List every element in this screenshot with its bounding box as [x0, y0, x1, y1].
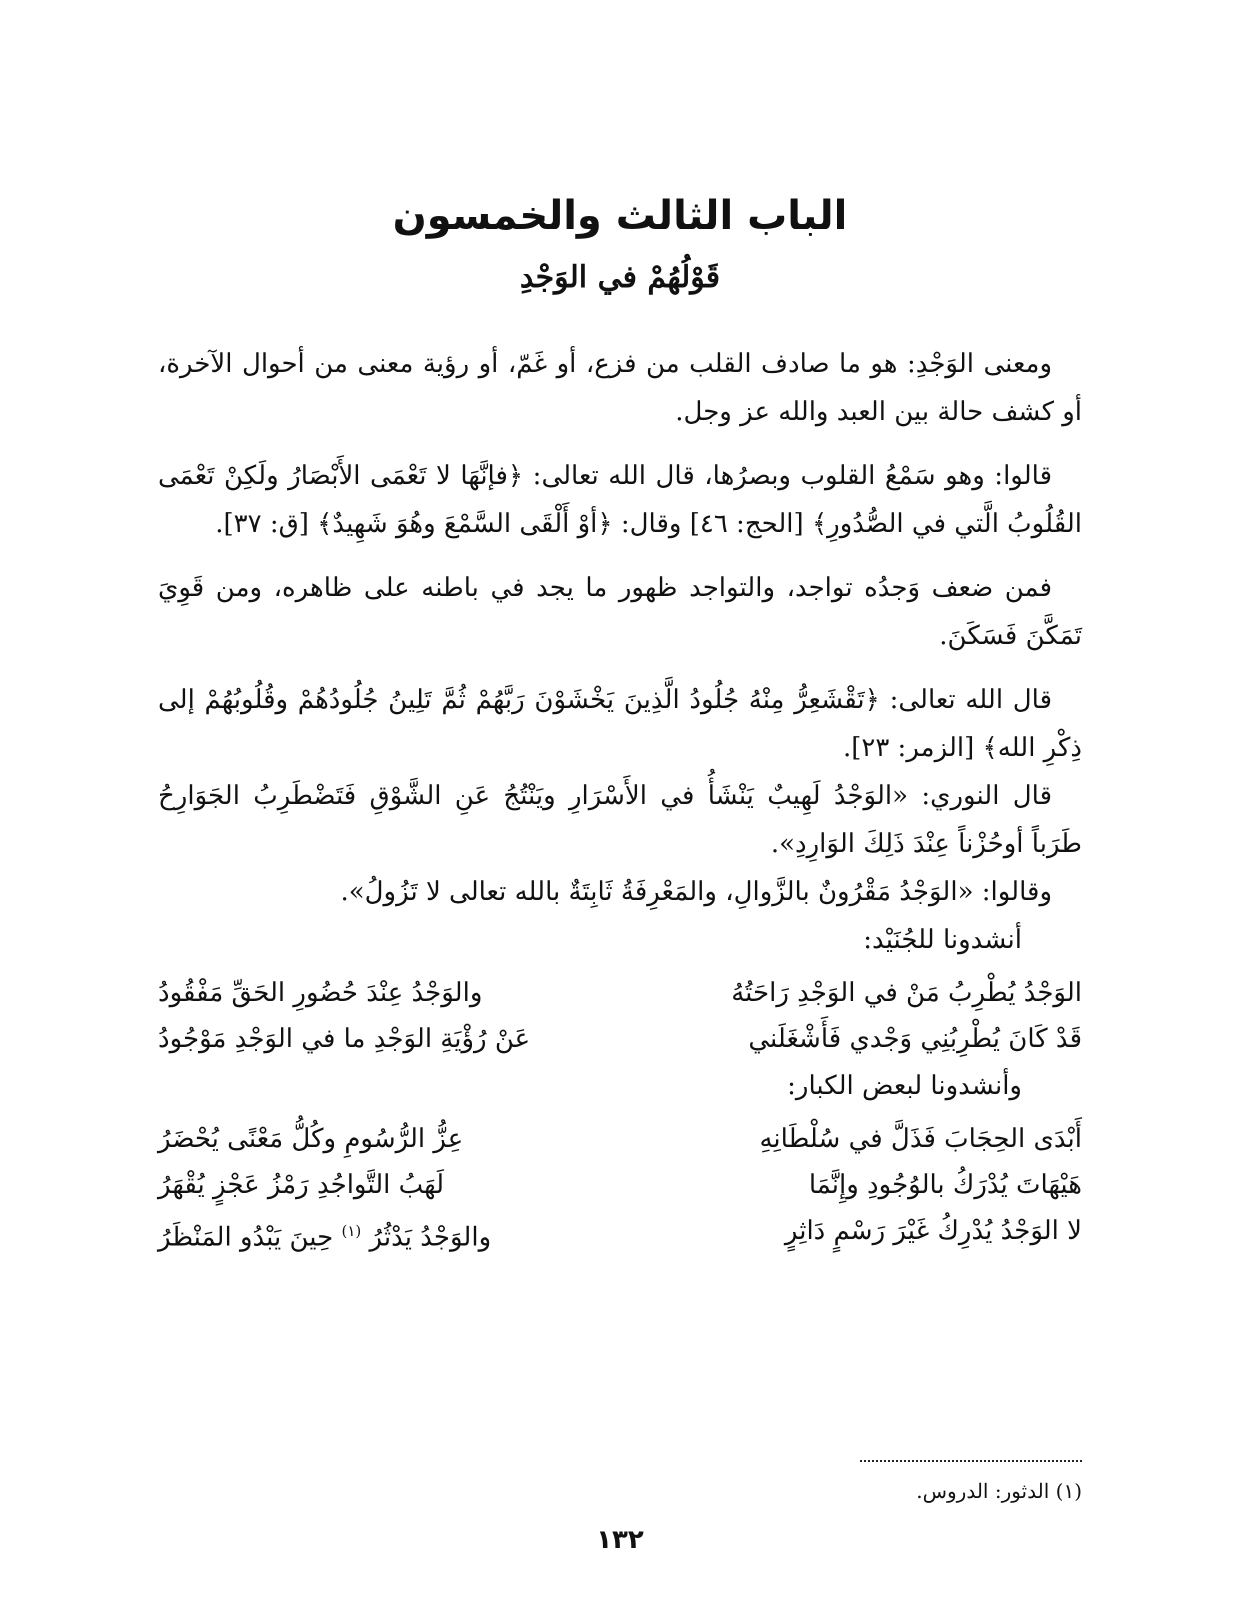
paragraph-maarifa: وقالوا: «الوَجْدُ مَقْرُونٌ بالزَّوالِ، والمَعْرِفَةُ ثَابِتَةٌ بالله تعالى لا تَزُولُ».: [340, 877, 1052, 907]
verse-second-hemistich: لَهَبُ التَّواجُدِ رَمْزُ عَجْزٍ يُقْهَرُ: [158, 1170, 445, 1200]
verse-line: [158, 1208, 1082, 1261]
poem-intro-junayd: أنشدونا للجُنَيْد:: [863, 925, 1022, 955]
verse-line: [158, 1016, 1082, 1062]
verse-first-hemistich: الوَجْدُ يُطْرِبُ مَنْ في الوَجْدِ رَاحَتُهُ: [731, 978, 1082, 1008]
poem-intro-elders: وأنشدونا لبعض الكبار:: [787, 1071, 1022, 1101]
paragraph-tawajud: فمن ضعف وَجدُه تواجد، والتواجد ظهور ما يجد في باطنه على ظاهره، ومن قَوِيَ تَمَكَّنَ فَسَكَنَ.: [158, 573, 1082, 651]
poem-junayd: [158, 970, 1082, 1062]
chapter-title: الباب الثالث والخمسون: [392, 193, 848, 239]
verse-text: والوَجْدُ يَدْثُرُ: [369, 1222, 492, 1253]
footnote-divider: [860, 1460, 1082, 1462]
verse-first-hemistich: قَدْ كَانَ يُطْرِبُنِي وَجْدي فَأَشْغَلَني: [748, 1024, 1082, 1054]
verse-text: حِينَ يَبْدُو المَنْظَرُ: [158, 1222, 334, 1253]
verse-first-hemistich: أَبْدَى الحِجَابَ فَذَلَّ في سُلْطَانِهِ: [759, 1124, 1082, 1154]
verse-line: [158, 1162, 1082, 1208]
verse-first-hemistich: لا الوَجْدُ يُدْرِكُ غَيْرَ رَسْمٍ دَاثِرٍ: [784, 1216, 1082, 1246]
paragraph-definition: ومعنى الوَجْدِ: هو ما صادف القلب من فزع، أو غَمّ، أو رؤية معنى من أحوال الآخرة، أو كشف حالة بين العبد والله عز وجل.: [158, 349, 1082, 427]
paragraph-quran-hajj: قالوا: وهو سَمْعُ القلوب وبصرُها، قال الله تعالى: ﴿فإنَّهَا لا تَعْمَى الأَبْصَارُ ولَكِنْ تَعْمَى القُلُوبُ الَّتي في الصُّدُورِ﴾ [الحج: ٤٦] وقال: ﴿أوْ أَلْقَى السَّمْعَ وهُوَ شَهِيدٌ﴾ [ق: ٣٧].: [158, 461, 1082, 539]
verse-second-hemistich: عَنْ رُؤْيَةِ الوَجْدِ ما في الوَجْدِ مَوْجُودُ: [158, 1024, 531, 1054]
verse-line: [158, 970, 1082, 1016]
paragraph-quran-zumar: قال الله تعالى: ﴿تَقْشَعِرُّ مِنْهُ جُلُودُ الَّذِينَ يَخْشَوْنَ رَبَّهُمْ ثُمَّ تَلِينُ جُلُودُهُمْ وقُلُوبُهُمْ إلى ذِكْرِ الله﴾ [الزمر: ٢٣].: [158, 685, 1082, 763]
poem-elders: [158, 1116, 1082, 1261]
verse-first-hemistich: هَيْهَاتَ يُدْرَكُ بالوُجُودِ وإِنَّمَا: [808, 1170, 1082, 1200]
footnote: (١) الدثور: الدروس.: [916, 1479, 1082, 1503]
paragraph-nuri-quote: قال النوري: «الوَجْدُ لَهِيبٌ يَنْشَأُ في الأَسْرَارِ ويَنْتُجُ عَنِ الشَّوْقِ فَتَضْطَرِبُ الجَوَارِحُ طَرَباً أوحُزْناً عِنْدَ ذَلِكَ الوَارِدِ».: [158, 781, 1082, 859]
footnote-marker[interactable]: (١): [341, 1222, 362, 1240]
chapter-subtitle: قَوْلُهُمْ في الوَجْدِ: [519, 260, 721, 295]
verse-second-hemistich: [158, 1208, 588, 1261]
page-number: ١٣٢: [596, 1525, 644, 1555]
verse-line: [158, 1116, 1082, 1162]
body-text: [158, 340, 1082, 1261]
verse-second-hemistich: عِزُّ الرُّسُومِ وكُلُّ مَعْنًى يُحْضَرُ: [158, 1124, 464, 1154]
verse-second-hemistich: والوَجْدُ عِنْدَ حُضُورِ الحَقِّ مَفْقُودُ: [158, 978, 483, 1008]
